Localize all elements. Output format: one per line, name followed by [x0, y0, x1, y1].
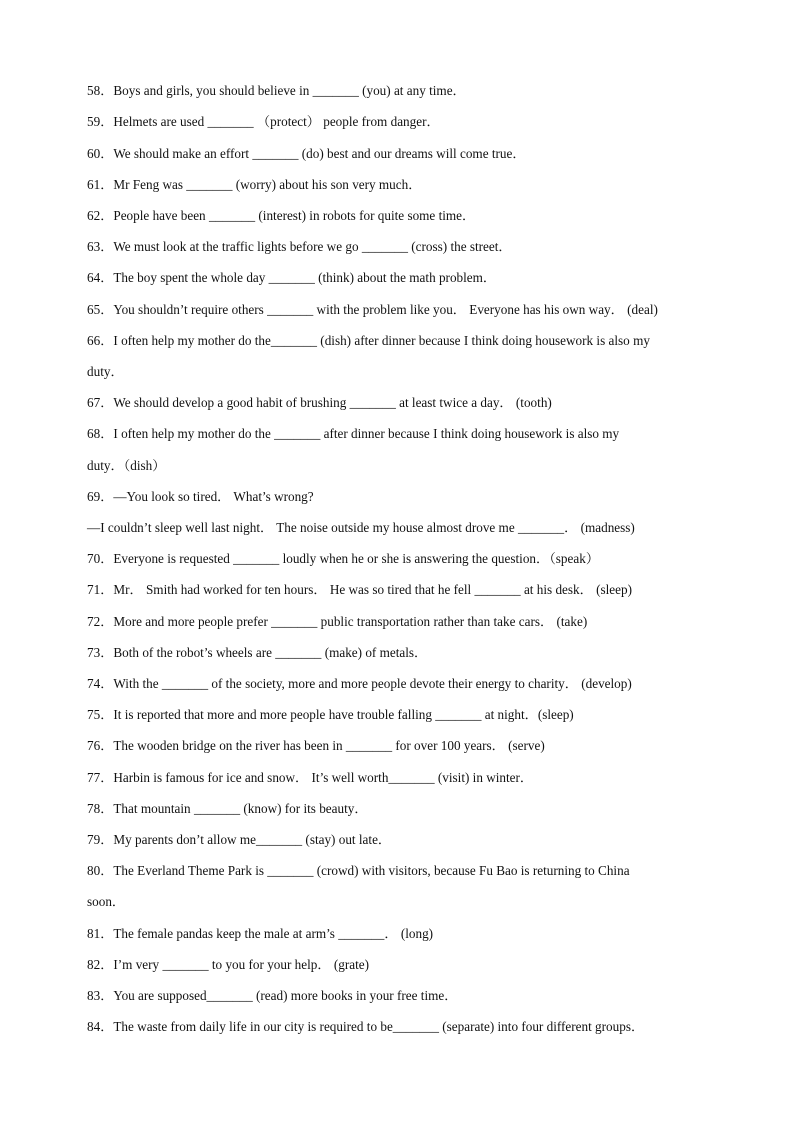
- exercise-line-82: 82．I’m very _______ to you for your help． (grate): [87, 957, 369, 972]
- exercise-line-59: 59．Helmets are used _______ （protect） people from danger．: [87, 114, 440, 129]
- exercise-line-61: 61．Mr Feng was _______ (worry) about his son very much．: [87, 177, 422, 192]
- exercise-line-69: 69．—You look so tired． What’s wrong?: [87, 489, 314, 504]
- exercise-line-70: 70．Everyone is requested _______ loudly when he or she is answering the question．（speak）: [87, 551, 600, 566]
- exercise-line-66: 66．I often help my mother do the_______ (dish) after dinner because I think doing housework is also my: [87, 333, 650, 348]
- exercise-line-83: 83．You are supposed_______ (read) more books in your free time．: [87, 988, 458, 1003]
- exercise-line-79: 79．My parents don’t allow me_______ (stay) out late．: [87, 832, 392, 847]
- exercise-line-81: 81．The female pandas keep the male at arm’s _______． (long): [87, 926, 434, 941]
- exercise-line-69-reply: —I couldn’t sleep well last night． The noise outside my house almost drove me _______． (madness): [87, 520, 635, 535]
- exercise-line-80-cont: soon．: [87, 894, 126, 909]
- exercise-line-84: 84．The waste from daily life in our city is required to be_______ (separate) into four different groups．: [87, 1019, 645, 1034]
- exercise-line-65: 65．You shouldn’t require others _______ with the problem like you． Everyone has his own way． (deal): [87, 302, 658, 317]
- exercise-line-62: 62．People have been _______ (interest) in robots for quite some time．: [87, 208, 476, 223]
- exercise-line-68-cont: duty．（dish）: [87, 458, 166, 473]
- exercise-line-58: 58．Boys and girls, you should believe in _______ (you) at any time．: [87, 83, 466, 98]
- exercise-line-71: 71．Mr． Smith had worked for ten hours． He was so tired that he fell _______ at his desk． (sleep): [87, 582, 632, 597]
- exercise-line-76: 76．The wooden bridge on the river has been in _______ for over 100 years． (serve): [87, 738, 545, 753]
- exercise-line-72: 72．More and more people prefer _______ public transportation rather than take cars． (take): [87, 614, 588, 629]
- exercise-line-67: 67．We should develop a good habit of brushing _______ at least twice a day． (tooth): [87, 395, 552, 410]
- exercise-line-60: 60．We should make an effort _______ (do) best and our dreams will come true．: [87, 146, 526, 161]
- exercise-line-66-cont: duty．: [87, 364, 124, 379]
- exercise-line-63: 63．We must look at the traffic lights before we go _______ (cross) the street．: [87, 239, 512, 254]
- exercise-line-64: 64．The boy spent the whole day _______ (think) about the math problem．: [87, 270, 497, 285]
- exercise-line-73: 73．Both of the robot’s wheels are _______ (make) of metals．: [87, 645, 428, 660]
- exercise-line-80: 80．The Everland Theme Park is _______ (crowd) with visitors, because Fu Bao is returning to China: [87, 863, 630, 878]
- exercise-line-75: 75．It is reported that more and more people have trouble falling _______ at night．(sleep): [87, 707, 574, 722]
- exercise-line-68: 68．I often help my mother do the _______ after dinner because I think doing housework is also my: [87, 426, 620, 441]
- exercise-line-74: 74．With the _______ of the society, more and more people devote their energy to charity． (develop): [87, 676, 632, 691]
- exercise-line-78: 78．That mountain _______ (know) for its beauty．: [87, 801, 368, 816]
- exercise-line-77: 77．Harbin is famous for ice and snow． It’s well worth_______ (visit) in winter．: [87, 770, 534, 785]
